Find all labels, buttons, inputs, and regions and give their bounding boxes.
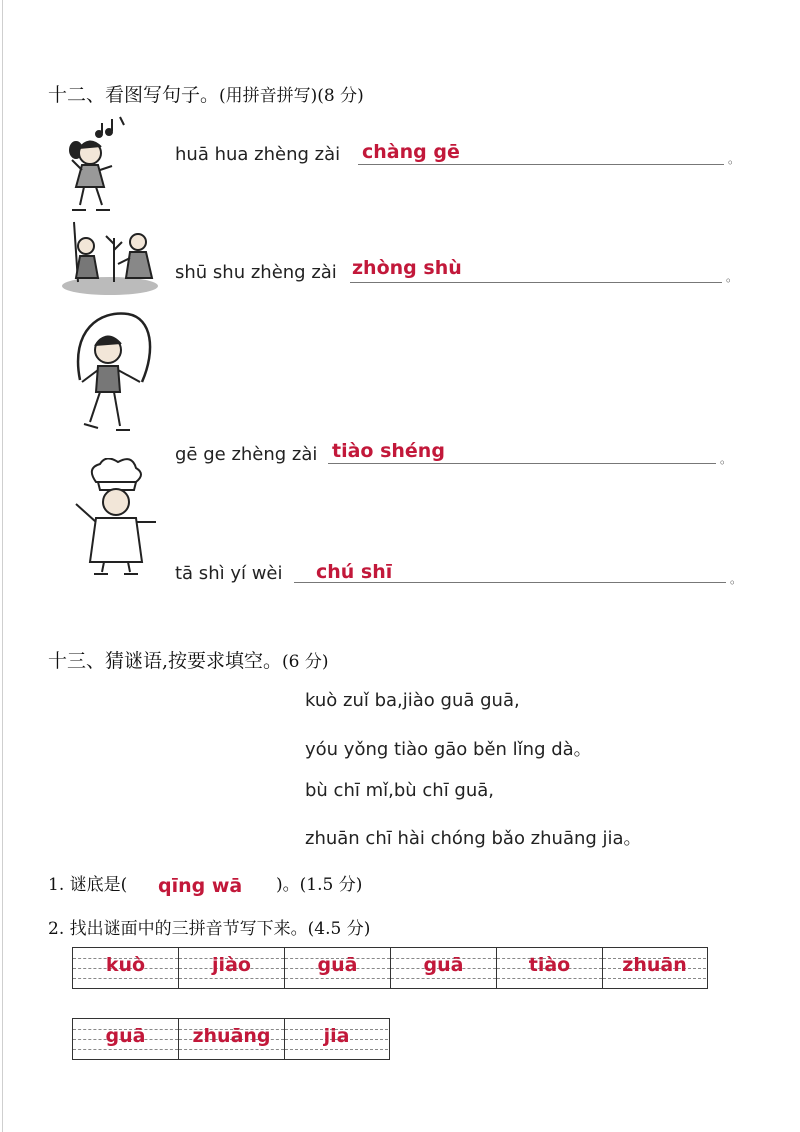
grid-cell[interactable] xyxy=(73,1019,179,1059)
section-13-title xyxy=(48,646,329,673)
sentence-2-answer: zhòng shù xyxy=(352,257,462,279)
grid-answer: tiào xyxy=(528,954,571,976)
grid-cell[interactable] xyxy=(391,948,497,988)
grid-cell[interactable] xyxy=(179,948,285,988)
question-1-answer: qīng wā xyxy=(158,875,243,897)
riddle-line-1: kuò zuǐ ba,jiào guā guā, xyxy=(305,690,520,711)
grid-answer: guā xyxy=(105,1025,146,1047)
grid-cell[interactable] xyxy=(285,1019,388,1059)
grid-answer: guā xyxy=(317,954,358,976)
section-12-heading: 十二、看图写句子。 xyxy=(48,84,220,106)
grid-answer: jia xyxy=(323,1025,350,1047)
sentence-2-prefix: shū shu zhèng zài xyxy=(175,262,337,283)
question-1-suffix: )。(1.5 分) xyxy=(276,875,363,895)
section-13-heading: 十三、猜谜语,按要求填空。 xyxy=(48,650,283,672)
section-12-title xyxy=(48,80,364,107)
question-2-label: 2. 找出谜面中的三拼音节写下来。(4.5 分) xyxy=(48,919,371,939)
boy-skipping-rope-illustration xyxy=(70,310,160,442)
sentence-4-period: 。 xyxy=(730,572,743,586)
sentence-1-period: 。 xyxy=(728,152,741,166)
uncle-planting-tree-illustration xyxy=(52,220,160,298)
riddle-line-2: yóu yǒng tiào gāo běn lǐng dà。 xyxy=(305,739,592,760)
grid-answer: zhuāng xyxy=(192,1025,271,1047)
sentence-1-answer: chàng gē xyxy=(362,141,460,163)
grid-cell[interactable] xyxy=(285,948,391,988)
grid-answer: jiào xyxy=(212,954,251,976)
question-1-prefix: 1. 谜底是( xyxy=(48,875,128,895)
sentence-4-prefix: tā shì yí wèi xyxy=(175,563,283,584)
sentence-3-answer: tiào shéng xyxy=(332,440,445,462)
sentence-4-answer: chú shī xyxy=(316,561,393,583)
girl-singing-illustration xyxy=(62,115,128,215)
sentence-1-prefix: huā hua zhèng zài xyxy=(175,144,341,165)
grid-cell[interactable] xyxy=(603,948,706,988)
grid-cell[interactable] xyxy=(73,948,179,988)
section-13-points: (6 分) xyxy=(282,652,329,672)
grid-cell[interactable] xyxy=(497,948,603,988)
grid-answer: zhuān xyxy=(622,954,687,976)
riddle-line-3: bù chī mǐ,bù chī guā, xyxy=(305,780,495,801)
sentence-3-prefix: gē ge zhèng zài xyxy=(175,444,318,465)
chef-illustration xyxy=(68,458,162,578)
page-edge-rule xyxy=(2,0,3,1132)
pinyin-grid-row-2 xyxy=(72,1018,390,1060)
pinyin-grid-row-1 xyxy=(72,947,708,989)
grid-cell[interactable] xyxy=(179,1019,285,1059)
riddle-line-4: zhuān chī hài chóng bǎo zhuāng jia。 xyxy=(305,828,642,849)
grid-answer: kuò xyxy=(105,954,146,976)
grid-answer: guā xyxy=(423,954,464,976)
section-12-points: (用拼音拼写)(8 分) xyxy=(219,86,364,106)
sentence-3-period: 。 xyxy=(720,452,733,466)
sentence-2-period: 。 xyxy=(726,270,739,284)
